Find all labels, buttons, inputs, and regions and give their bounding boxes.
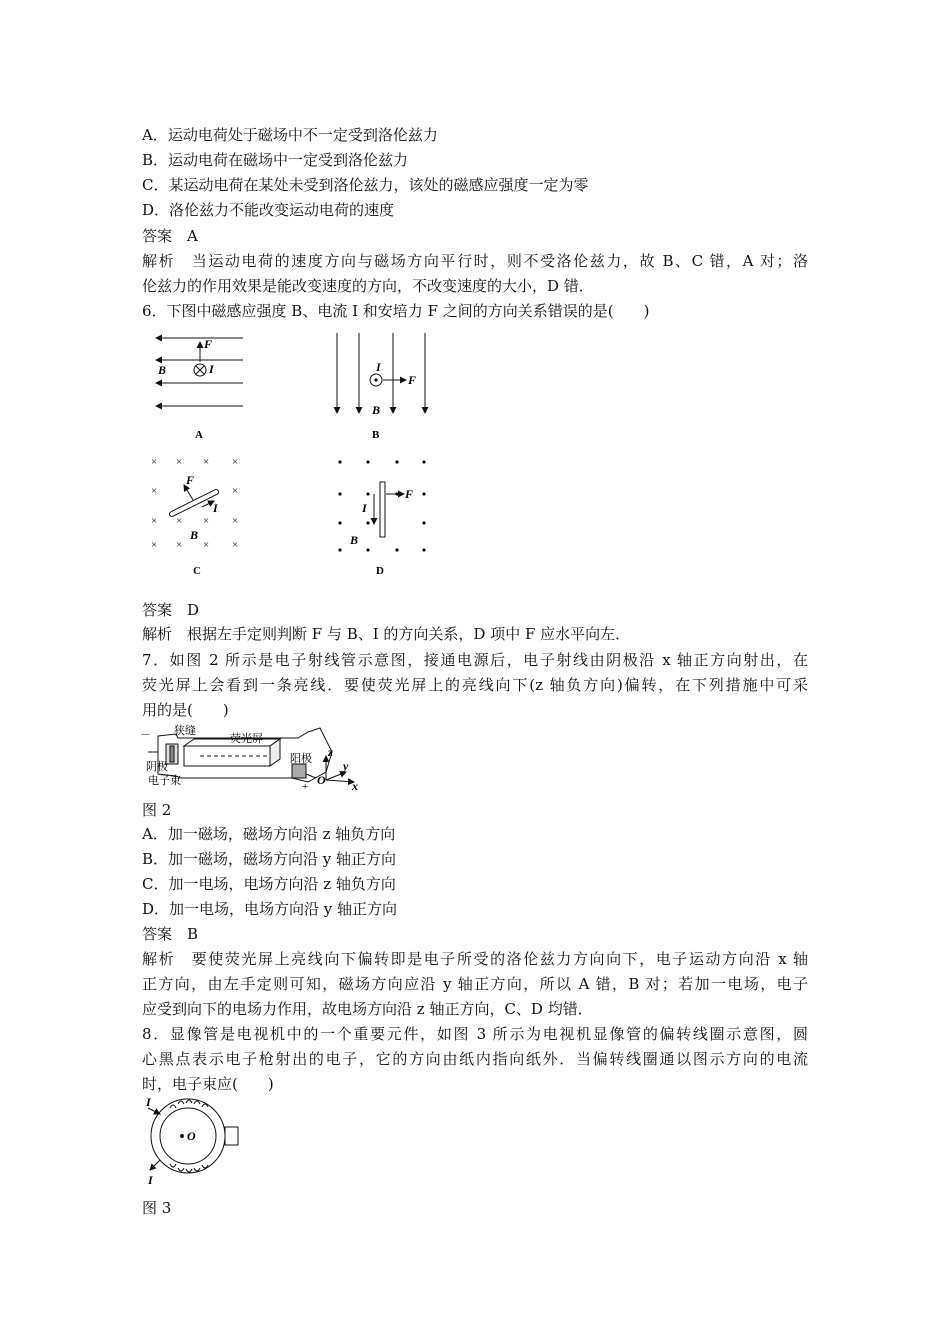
svg-text:×: × xyxy=(176,456,183,468)
svg-text:×: × xyxy=(232,539,239,551)
svg-text:×: × xyxy=(151,485,158,497)
svg-text:×: × xyxy=(203,456,210,468)
q8-question-line-3: 时，电子束应( ) xyxy=(142,1075,274,1093)
q7-option-c: C．加一电场，电场方向沿 z 轴负方向 xyxy=(142,875,396,893)
label-i: I xyxy=(209,362,214,376)
axis-z-label: z xyxy=(328,745,333,759)
panel-b-caption: B xyxy=(372,429,380,441)
label-i: I xyxy=(376,360,381,374)
svg-text:×: × xyxy=(232,456,239,468)
svg-text:×: × xyxy=(232,485,239,497)
q8-figure xyxy=(140,1094,250,1186)
label-anode: 阳极 xyxy=(290,753,312,765)
origin-label: O xyxy=(317,773,326,787)
q7-analysis-line-3: 应受到向下的电场力作用，故电场方向沿 z 轴正方向，C、D 均错． xyxy=(142,1000,593,1018)
label-f: F xyxy=(186,473,195,487)
svg-text:×: × xyxy=(151,456,158,468)
q8-figure-caption: 图 3 xyxy=(142,1199,172,1217)
label-f: F xyxy=(204,337,213,351)
q6-answer: 答案 D xyxy=(142,601,200,619)
svg-text:×: × xyxy=(176,539,183,551)
label-minus: － xyxy=(140,729,151,741)
q8-question-line-2: 心黑点表示电子枪射出的电子，它的方向由纸内指向纸外．当偏转线圈通以图示方向的电流 xyxy=(142,1050,808,1068)
q5-answer: 答案 A xyxy=(142,227,198,245)
q7-option-a: A．加一磁场，磁场方向沿 z 轴负方向 xyxy=(142,825,396,843)
label-plus: + xyxy=(302,781,309,792)
q7-figure xyxy=(140,722,360,792)
q7-option-b: B．加一磁场，磁场方向沿 y 轴正方向 xyxy=(142,850,397,868)
svg-text:×: × xyxy=(203,515,210,527)
panel-a-diagram xyxy=(156,337,243,441)
label-b: B xyxy=(350,533,359,547)
q6-analysis: 解析 根据左手定则判断 F 与 B、I 的方向关系，D 项中 F 应水平向左． xyxy=(142,625,631,643)
svg-text:×: × xyxy=(151,515,158,527)
current-arrow-bottom xyxy=(150,1160,160,1170)
svg-text:×: × xyxy=(232,515,239,527)
label-b: B xyxy=(372,403,381,417)
label-b: B xyxy=(158,363,167,377)
svg-text:×: × xyxy=(151,539,158,551)
label-beam: 电子束 xyxy=(148,775,181,787)
q6-question: 6．下图中磁感应强度 B、电流 I 和安培力 F 之间的方向关系错误的是( ) xyxy=(142,302,650,320)
q5-option-a: A．运动电荷处于磁场中不一定受到洛伦兹力 xyxy=(142,126,438,144)
q7-analysis-line-1: 解析 要使荧光屏上亮线向下偏转即是电子所受的洛伦兹力方向向下，电子运动方向沿 x 轴 xyxy=(142,950,808,968)
q5-analysis-line-2: 伦兹力的作用效果是能改变速度的方向，不改变速度的大小，D 错． xyxy=(142,277,594,295)
neck-stub xyxy=(225,1127,238,1145)
q5-option-b: B．运动电荷在磁场中一定受到洛伦兹力 xyxy=(142,151,409,169)
panel-d-conductor xyxy=(349,482,413,577)
label-i: I xyxy=(213,501,218,515)
label-i-bottom: I xyxy=(148,1173,153,1186)
q7-question-line-1: 7．如图 2 所示是电子射线管示意图，接通电源后，电子射线由阴极沿 x 轴正方向射出，在 xyxy=(142,651,808,669)
q7-option-d: D．加一电场，电场方向沿 y 轴正方向 xyxy=(142,900,398,918)
label-f: F xyxy=(405,487,414,501)
q7-question-line-3: 用的是( ) xyxy=(142,701,229,719)
svg-text:×: × xyxy=(176,515,183,527)
center-label-o: O xyxy=(187,1129,196,1143)
q7-question-line-2: 荧光屏上会看到一条亮线．要使荧光屏上的亮线向下(z 轴负方向)偏转，在下列措施中可采 xyxy=(142,676,808,694)
panel-d-caption: D xyxy=(376,565,384,577)
q5-analysis-line-1: 解析 当运动电荷的速度方向与磁场方向平行时，则不受洛伦兹力，故 B、C 错，A 对；洛 xyxy=(142,252,808,270)
q5-option-d: D．洛伦兹力不能改变运动电荷的速度 xyxy=(142,201,395,219)
force-arrow xyxy=(184,485,193,500)
label-i-top: I xyxy=(146,1095,151,1109)
axis-y-label: y xyxy=(343,759,349,773)
axis-x-label: x xyxy=(352,779,358,792)
q6-figure xyxy=(140,328,460,584)
label-i: I xyxy=(362,501,367,515)
label-b: B xyxy=(190,528,199,542)
label-slit: 狭缝 xyxy=(174,725,196,737)
panel-a-caption: A xyxy=(195,429,203,441)
electron-dot xyxy=(180,1134,184,1138)
q7-analysis-line-2: 正方向，由左手定则可知，磁场方向应沿 y 轴正方向，所以 A 错，B 对；若加一电场，电子 xyxy=(142,975,808,993)
panel-c-caption: C xyxy=(193,565,201,577)
svg-text:×: × xyxy=(203,539,210,551)
q7-answer: 答案 B xyxy=(142,925,199,943)
q7-figure-caption: 图 2 xyxy=(142,801,172,819)
label-f: F xyxy=(408,373,417,387)
label-screen: 荧光屏 xyxy=(230,733,263,745)
label-cathode: 阴极 xyxy=(146,761,168,773)
q5-option-c: C．某运动电荷在某处未受到洛伦兹力，该处的磁感应强度一定为零 xyxy=(142,176,589,194)
panel-b-diagram xyxy=(337,333,425,441)
q8-question-line-1: 8．显像管是电视机中的一个重要元件，如图 3 所示为电视机显像管的偏转线圈示意图，圆 xyxy=(142,1025,808,1043)
